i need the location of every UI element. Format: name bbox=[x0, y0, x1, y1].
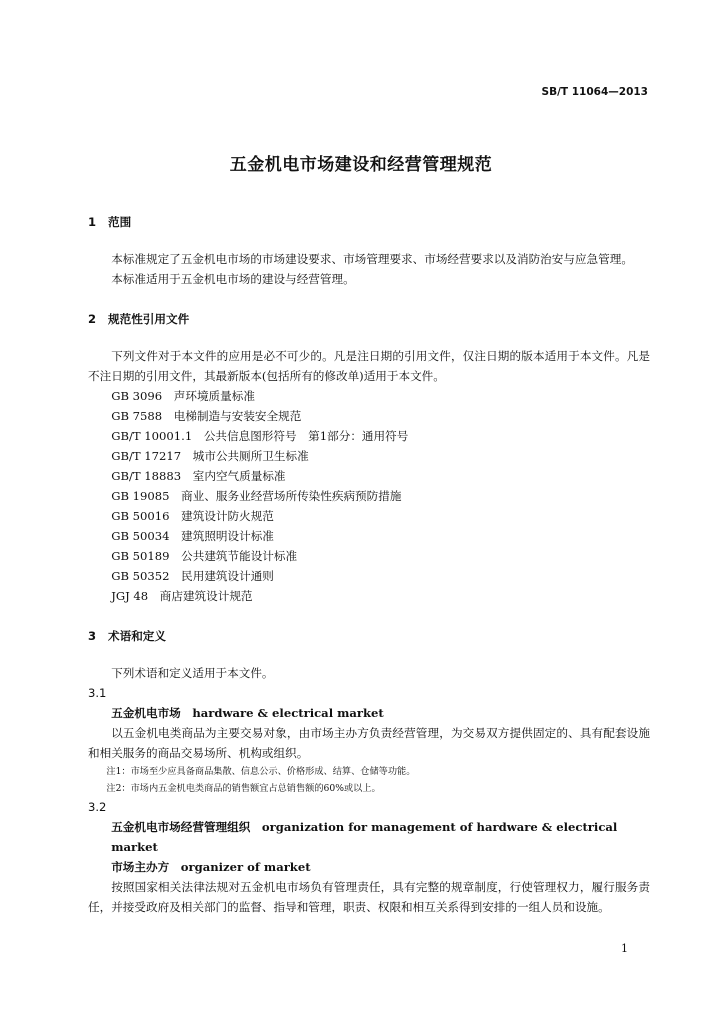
reference-item: GB 50034 建筑照明设计标准 bbox=[111, 529, 274, 543]
paragraph: 下列文件对于本文件的应用是必不可少的。凡是注日期的引用文件，仅注日期的版本适用于本文件。凡是不注日期的引用文件，其最新版本(包括所有的修改单)适用于本文件。 bbox=[88, 349, 650, 383]
section-title: 术语和定义 bbox=[108, 629, 166, 643]
section-heading-normative-references bbox=[88, 309, 650, 329]
reference-item: GB 3096 声环境质量标准 bbox=[111, 389, 255, 403]
term-heading bbox=[88, 817, 650, 857]
reference-item: GB/T 18883 室内空气质量标准 bbox=[111, 469, 286, 483]
document-body bbox=[88, 212, 650, 917]
reference-item: GB 50352 民用建筑设计通则 bbox=[111, 569, 274, 583]
term-number: 3.2 bbox=[88, 800, 107, 814]
reference-item: GB 50189 公共建筑节能设计标准 bbox=[111, 549, 298, 563]
reference-item: GB/T 17217 城市公共厕所卫生标准 bbox=[111, 449, 309, 463]
reference-list bbox=[88, 386, 650, 606]
section-heading-terms bbox=[88, 626, 650, 646]
term-note: 注1：市场至少应具备商品集散、信息公示、价格形成、结算、仓储等功能。 bbox=[106, 766, 416, 777]
section-title: 范围 bbox=[108, 215, 132, 229]
section-number: 1 bbox=[88, 215, 97, 229]
term-heading-alt bbox=[88, 857, 650, 877]
document-title: 五金机电市场建设和经营管理规范 bbox=[229, 155, 493, 175]
section-number: 2 bbox=[88, 312, 97, 326]
term-zh: 五金机电市场 bbox=[111, 706, 181, 720]
term-en: organizer of market bbox=[180, 860, 311, 874]
section-title: 规范性引用文件 bbox=[108, 312, 190, 326]
reference-item: GB 19085 商业、服务业经营场所传染性疾病预防措施 bbox=[111, 489, 402, 503]
term-definition: 以五金机电类商品为主要交易对象，由市场主办方负责经营管理，为交易双方提供固定的、具有配套设施和相关服务的商品交易场所、机构或组织。 bbox=[88, 726, 650, 760]
reference-item: GB 7588 电梯制造与安装安全规范 bbox=[111, 409, 302, 423]
term-zh: 市场主办方 bbox=[111, 860, 170, 874]
paragraph: 本标准适用于五金机电市场的建设与经营管理。 bbox=[111, 272, 355, 286]
page-number: 1 bbox=[621, 942, 628, 955]
paragraph: 下列术语和定义适用于本文件。 bbox=[111, 666, 274, 680]
reference-item: JGJ 48 商店建筑设计规范 bbox=[111, 589, 253, 603]
term-note: 注2：市场内五金机电类商品的销售额宜占总销售额的60%或以上。 bbox=[106, 783, 381, 794]
reference-item: GB/T 10001.1 公共信息图形符号 第1部分：通用符号 bbox=[111, 429, 409, 443]
paragraph: 本标准规定了五金机电市场的市场建设要求、市场管理要求、市场经营要求以及消防治安与应急管理。 bbox=[111, 252, 633, 266]
term-en: organization for management of hardware & electrical market bbox=[111, 820, 618, 854]
term-number: 3.1 bbox=[88, 686, 107, 700]
term-definition: 按照国家相关法律法规对五金机电市场负有管理责任，具有完整的规章制度，行使管理权力，履行服务责任，并接受政府及相关部门的监督、指导和管理，职责、权限和相互关系得到安排的一组人员和设施。 bbox=[88, 880, 650, 914]
section-heading-scope bbox=[88, 212, 650, 232]
term-zh: 五金机电市场经营管理组织 bbox=[111, 820, 251, 834]
term-en: hardware & electrical market bbox=[192, 706, 384, 720]
standard-code: SB/T 11064—2013 bbox=[541, 86, 648, 98]
term-heading bbox=[88, 703, 650, 723]
reference-item: GB 50016 建筑设计防火规范 bbox=[111, 509, 274, 523]
section-number: 3 bbox=[88, 629, 97, 643]
